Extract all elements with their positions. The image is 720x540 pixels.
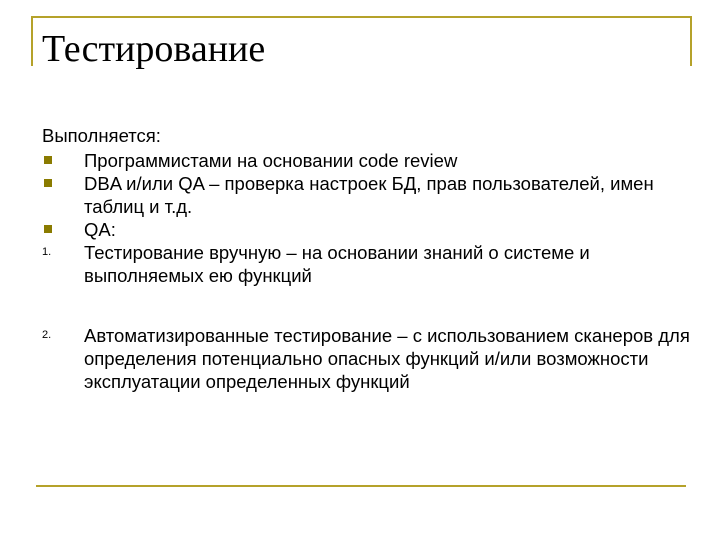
bullet-item bbox=[42, 149, 692, 172]
frame-right-line bbox=[690, 16, 692, 66]
bullet-text: Программистами на основании code review bbox=[84, 150, 458, 171]
frame-bottom-line bbox=[36, 485, 686, 487]
slide-body bbox=[42, 124, 692, 393]
list-number: 2. bbox=[42, 329, 52, 341]
spacer bbox=[42, 287, 692, 324]
slide-title: Тестирование bbox=[42, 28, 266, 70]
numbered-item bbox=[42, 241, 692, 287]
square-bullet-icon bbox=[44, 225, 52, 233]
intro-text: Выполняется: bbox=[42, 125, 161, 146]
bullet-text: QA: bbox=[84, 219, 116, 240]
frame-left-line bbox=[31, 16, 33, 66]
frame-top-line bbox=[31, 16, 692, 18]
square-bullet-icon bbox=[44, 156, 52, 164]
list-number: 1. bbox=[42, 246, 52, 258]
bullet-item bbox=[42, 172, 692, 218]
bullet-item bbox=[42, 218, 692, 241]
bullet-text: DBA и/или QA – проверка настроек БД, прав пользователей, имен таблиц и т.д. bbox=[84, 173, 654, 217]
numbered-text: Тестирование вручную – на основании знаний о системе и выполняемых ею функций bbox=[84, 242, 590, 286]
square-bullet-icon bbox=[44, 179, 52, 187]
numbered-text: Автоматизированные тестирование – с использованием сканеров для определения потенциально опасных функций и/или возможности эксплуатации определенных функций bbox=[84, 325, 690, 392]
numbered-item bbox=[42, 324, 692, 393]
